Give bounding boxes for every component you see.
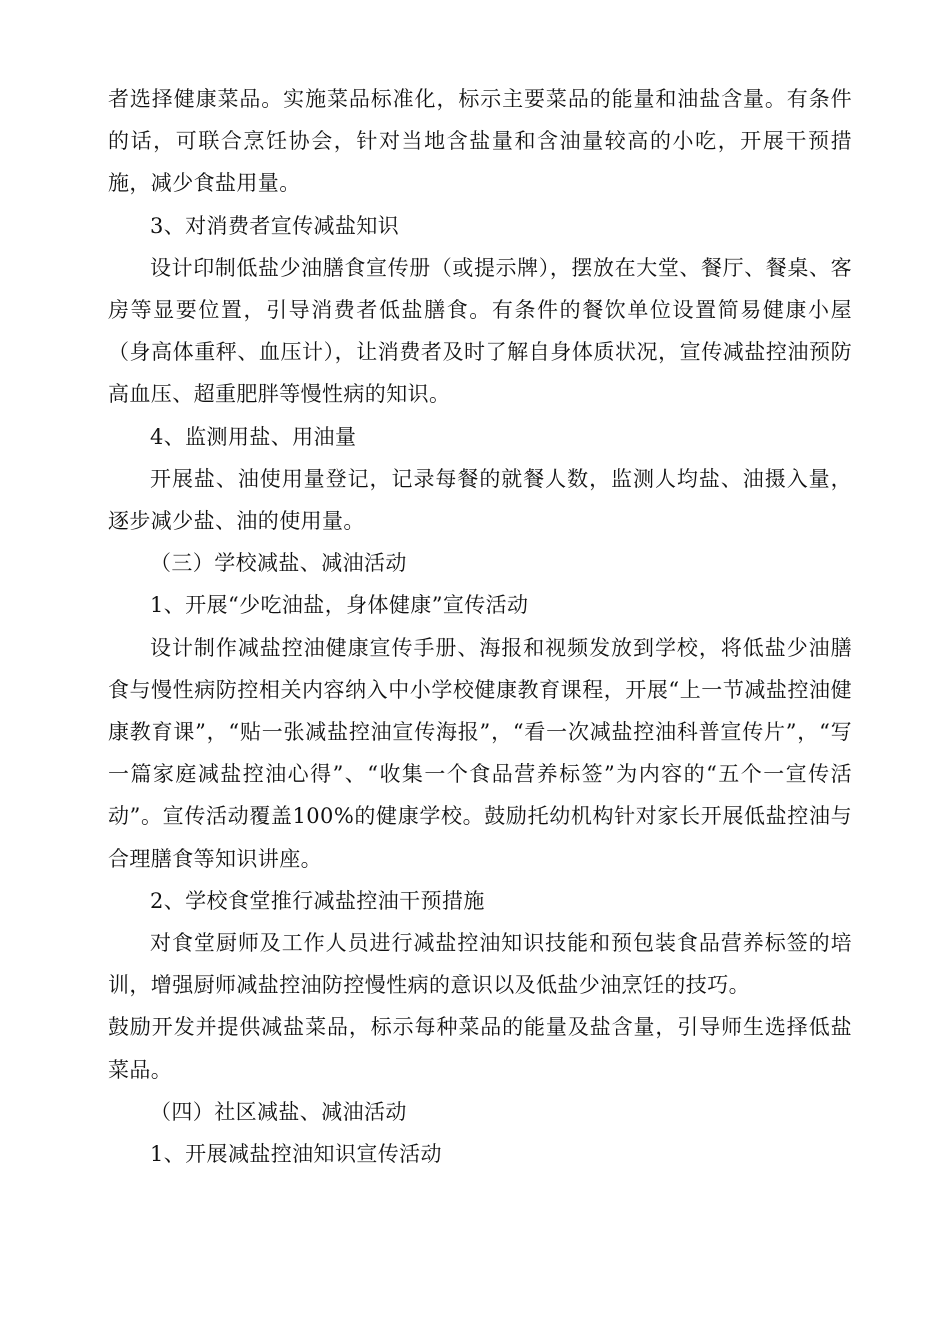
paragraph: 对食堂厨师及工作人员进行减盐控油知识技能和预包装食品营养标签的培训，增强厨师减盐控油防控慢性病的意识以及低盐少油烹饪的技巧。 bbox=[108, 931, 852, 998]
section-heading: （四）社区减盐、减油活动 bbox=[150, 1099, 407, 1124]
section-heading: 2、学校食堂推行减盐控油干预措施 bbox=[150, 888, 485, 913]
section-heading: 1、开展“少吃油盐，身体健康”宣传活动 bbox=[150, 593, 529, 618]
section-heading: （三）学校减盐、减油活动 bbox=[150, 551, 407, 576]
paragraph: 开展盐、油使用量登记，记录每餐的就餐人数，监测人均盐、油摄入量，逐步减少盐、油的使用量。 bbox=[108, 466, 852, 534]
section-heading: 4、监测用盐、用油量 bbox=[150, 424, 357, 449]
paragraph: 设计制作减盐控油健康宣传手册、海报和视频发放到学校，将低盐少油膳食与慢性病防控相关内容纳入中小学校健康教育课程，开展“上一节减盐控油健康教育课”，“贴一张减盐控油宣传海报”，“看一次减盐控油科普宣传片”，“写一篇家庭减盐控油心得”、“收集一个食品营养标签”为内容的“五个一宣传活动”。宣传活动覆盖100%的健康学校。鼓励托幼机构针对家长开展低盐控油与合理膳食等知识讲座。 bbox=[108, 635, 852, 871]
paragraph-continued: 者选择健康菜品。实施菜品标准化，标示主要菜品的能量和油盐含量。有条件的话，可联合烹饪协会，针对当地含盐量和含油量较高的小吃，开展干预措施，减少食盐用量。 bbox=[108, 87, 852, 196]
paragraph-continued: 鼓励开发并提供减盐菜品，标示每种菜品的能量及盐含量，引导师生选择低盐菜品。 bbox=[108, 1015, 852, 1082]
section-heading: 1、开展减盐控油知识宣传活动 bbox=[150, 1142, 442, 1167]
document-body bbox=[108, 78, 852, 1175]
section-heading: 3、对消费者宣传减盐知识 bbox=[150, 213, 400, 238]
paragraph: 设计印制低盐少油膳食宣传册（或提示牌），摆放在大堂、餐厅、餐桌、客房等显要位置，引导消费者低盐膳食。有条件的餐饮单位设置简易健康小屋（身高体重秤、血压计），让消费者及时了解自身体质状况，宣传减盐控油预防高血压、超重肥胖等慢性病的知识。 bbox=[108, 255, 852, 407]
